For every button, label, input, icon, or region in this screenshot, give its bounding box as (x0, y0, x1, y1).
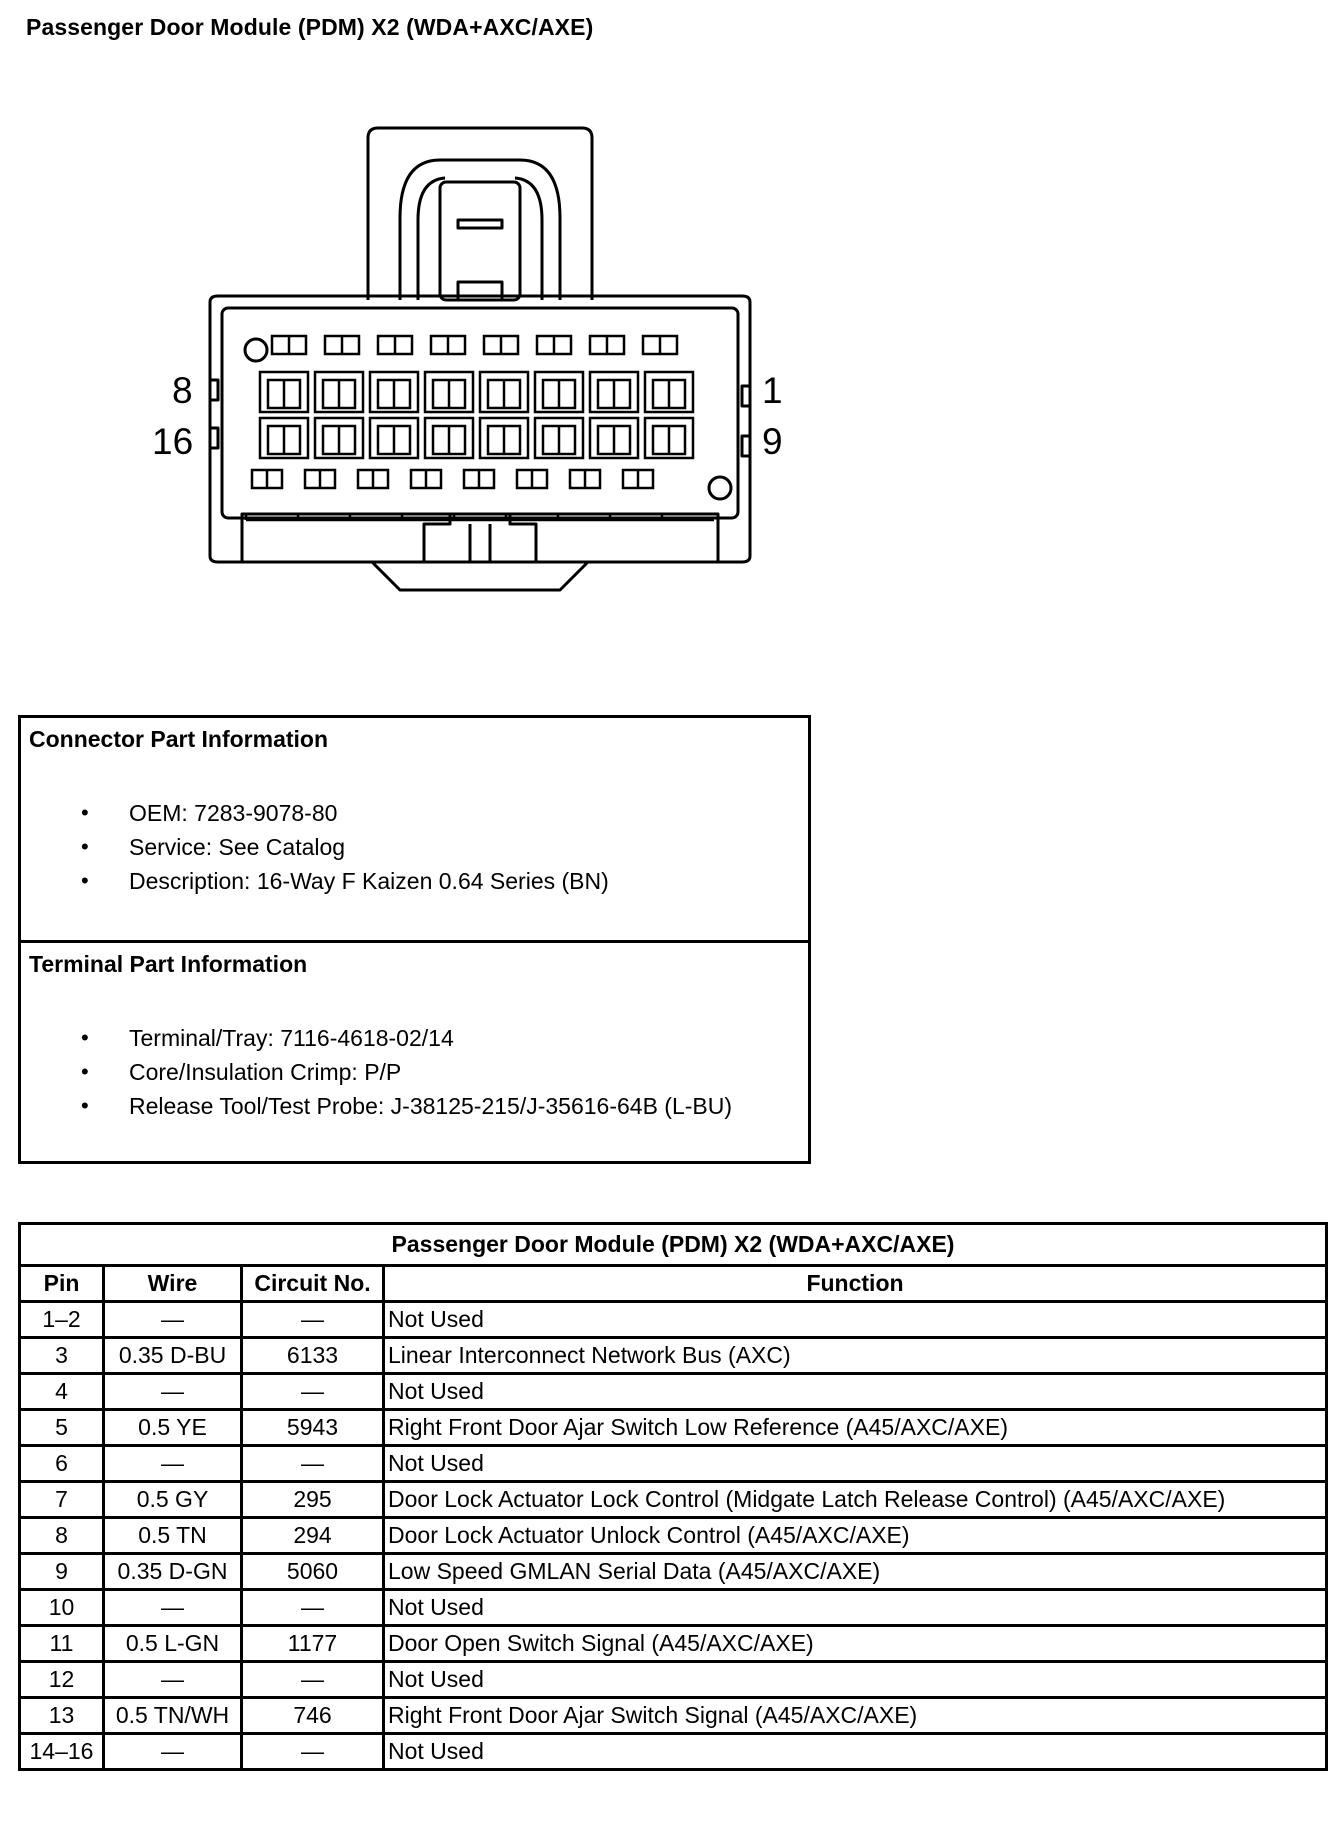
column-header-function: Function (384, 1266, 1327, 1302)
connector-part-info-box (18, 715, 811, 943)
table-row (20, 1410, 1327, 1446)
function-cell: Not Used (384, 1590, 1327, 1626)
pin-cell: 13 (20, 1698, 104, 1734)
function-cell: Door Open Switch Signal (A45/AXC/AXE) (384, 1626, 1327, 1662)
pin-cell: 7 (20, 1482, 104, 1518)
wire-cell: — (104, 1734, 242, 1770)
function-cell: Not Used (384, 1302, 1327, 1338)
table-row (20, 1482, 1327, 1518)
circuit-cell: 294 (242, 1518, 384, 1554)
bullet-icon: • (81, 1093, 89, 1118)
terminal-part-info-box (18, 940, 811, 1164)
terminal-cavities (246, 336, 714, 520)
circuit-cell: — (242, 1302, 384, 1338)
wire-cell: 0.35 D-GN (104, 1554, 242, 1590)
column-header-circuit: Circuit No. (242, 1266, 384, 1302)
wire-cell: 0.5 TN (104, 1518, 242, 1554)
wire-cell: — (104, 1446, 242, 1482)
pin-cell: 3 (20, 1338, 104, 1374)
function-cell: Not Used (384, 1446, 1327, 1482)
wire-cell: 0.5 TN/WH (104, 1698, 242, 1734)
wire-cell: 0.35 D-BU (104, 1338, 242, 1374)
list-item: • Description: 16-Way F Kaizen 0.64 Series (BN) (21, 864, 609, 898)
circuit-cell: 5060 (242, 1554, 384, 1590)
pin-cell: 1–2 (20, 1302, 104, 1338)
circuit-cell: — (242, 1662, 384, 1698)
circuit-cell: — (242, 1446, 384, 1482)
pin-cell: 11 (20, 1626, 104, 1662)
function-cell: Right Front Door Ajar Switch Low Reference (A45/AXC/AXE) (384, 1410, 1327, 1446)
wire-cell: — (104, 1590, 242, 1626)
table-header-row (20, 1266, 1327, 1302)
wire-cell: 0.5 GY (104, 1482, 242, 1518)
pin-cell: 14–16 (20, 1734, 104, 1770)
terminal-info-list (21, 1021, 732, 1123)
bottom-ramp (372, 562, 588, 590)
function-cell: Not Used (384, 1734, 1327, 1770)
function-cell: Right Front Door Ajar Switch Signal (A45/AXC/AXE) (384, 1698, 1327, 1734)
table-row (20, 1698, 1327, 1734)
column-header-wire: Wire (104, 1266, 242, 1302)
circuit-cell: 295 (242, 1482, 384, 1518)
terminal-info-heading: Terminal Part Information (29, 951, 308, 977)
bullet-icon: • (81, 1059, 89, 1084)
pin-label-1: 1 (762, 370, 783, 411)
pin-out-table (18, 1222, 1328, 1771)
pin-label-16: 16 (152, 421, 194, 462)
circuit-cell: 6133 (242, 1338, 384, 1374)
pin-cell: 9 (20, 1554, 104, 1590)
connector-info-heading: Connector Part Information (29, 726, 329, 752)
list-item: • Core/Insulation Crimp: P/P (21, 1055, 732, 1089)
table-row (20, 1626, 1327, 1662)
pin-marker-top-left (245, 339, 267, 361)
pin-label-8: 8 (172, 370, 193, 411)
circuit-cell: — (242, 1734, 384, 1770)
table-row (20, 1554, 1327, 1590)
table-row (20, 1446, 1327, 1482)
function-cell: Door Lock Actuator Unlock Control (A45/AXC/AXE) (384, 1518, 1327, 1554)
table-row (20, 1734, 1327, 1770)
bullet-icon: • (81, 1025, 89, 1050)
wire-cell: — (104, 1374, 242, 1410)
pin-cell: 5 (20, 1410, 104, 1446)
pin-label-9: 9 (762, 421, 783, 462)
list-item: • Release Tool/Test Probe: J-38125-215/J-35616-64B (L-BU) (21, 1089, 732, 1123)
connector-info-list (21, 796, 609, 898)
function-cell: Door Lock Actuator Lock Control (Midgate Latch Release Control) (A45/AXC/AXE) (384, 1482, 1327, 1518)
function-cell: Not Used (384, 1374, 1327, 1410)
function-cell: Linear Interconnect Network Bus (AXC) (384, 1338, 1327, 1374)
list-item: • Terminal/Tray: 7116-4618-02/14 (21, 1021, 732, 1055)
column-header-pin: Pin (20, 1266, 104, 1302)
wire-cell: 0.5 YE (104, 1410, 242, 1446)
bullet-icon: • (81, 868, 89, 893)
circuit-cell: 746 (242, 1698, 384, 1734)
pin-cell: 6 (20, 1446, 104, 1482)
bullet-icon: • (81, 834, 89, 859)
table-row (20, 1338, 1327, 1374)
table-row (20, 1662, 1327, 1698)
latch-slot (458, 220, 502, 228)
circuit-cell: 5943 (242, 1410, 384, 1446)
wire-cell: — (104, 1302, 242, 1338)
table-row (20, 1518, 1327, 1554)
pin-cell: 10 (20, 1590, 104, 1626)
connector-face-diagram (0, 0, 1344, 620)
page-title: Passenger Door Module (PDM) X2 (WDA+AXC/AXE) (26, 14, 594, 40)
circuit-cell: — (242, 1590, 384, 1626)
list-item: • Service: See Catalog (21, 830, 609, 864)
circuit-cell: — (242, 1374, 384, 1410)
table-title: Passenger Door Module (PDM) X2 (WDA+AXC/AXE) (20, 1224, 1327, 1266)
pin-cell: 4 (20, 1374, 104, 1410)
table-row (20, 1374, 1327, 1410)
list-item: • OEM: 7283-9078-80 (21, 796, 609, 830)
circuit-cell: 1177 (242, 1626, 384, 1662)
table-body (20, 1302, 1327, 1770)
function-cell: Low Speed GMLAN Serial Data (A45/AXC/AXE) (384, 1554, 1327, 1590)
wire-cell: 0.5 L-GN (104, 1626, 242, 1662)
function-cell: Not Used (384, 1662, 1327, 1698)
latch-housing (368, 128, 592, 300)
pin-marker-bottom-right (709, 477, 731, 499)
table-row (20, 1590, 1327, 1626)
wire-cell: — (104, 1662, 242, 1698)
bullet-icon: • (81, 800, 89, 825)
pin-cell: 8 (20, 1518, 104, 1554)
pin-cell: 12 (20, 1662, 104, 1698)
table-row (20, 1302, 1327, 1338)
